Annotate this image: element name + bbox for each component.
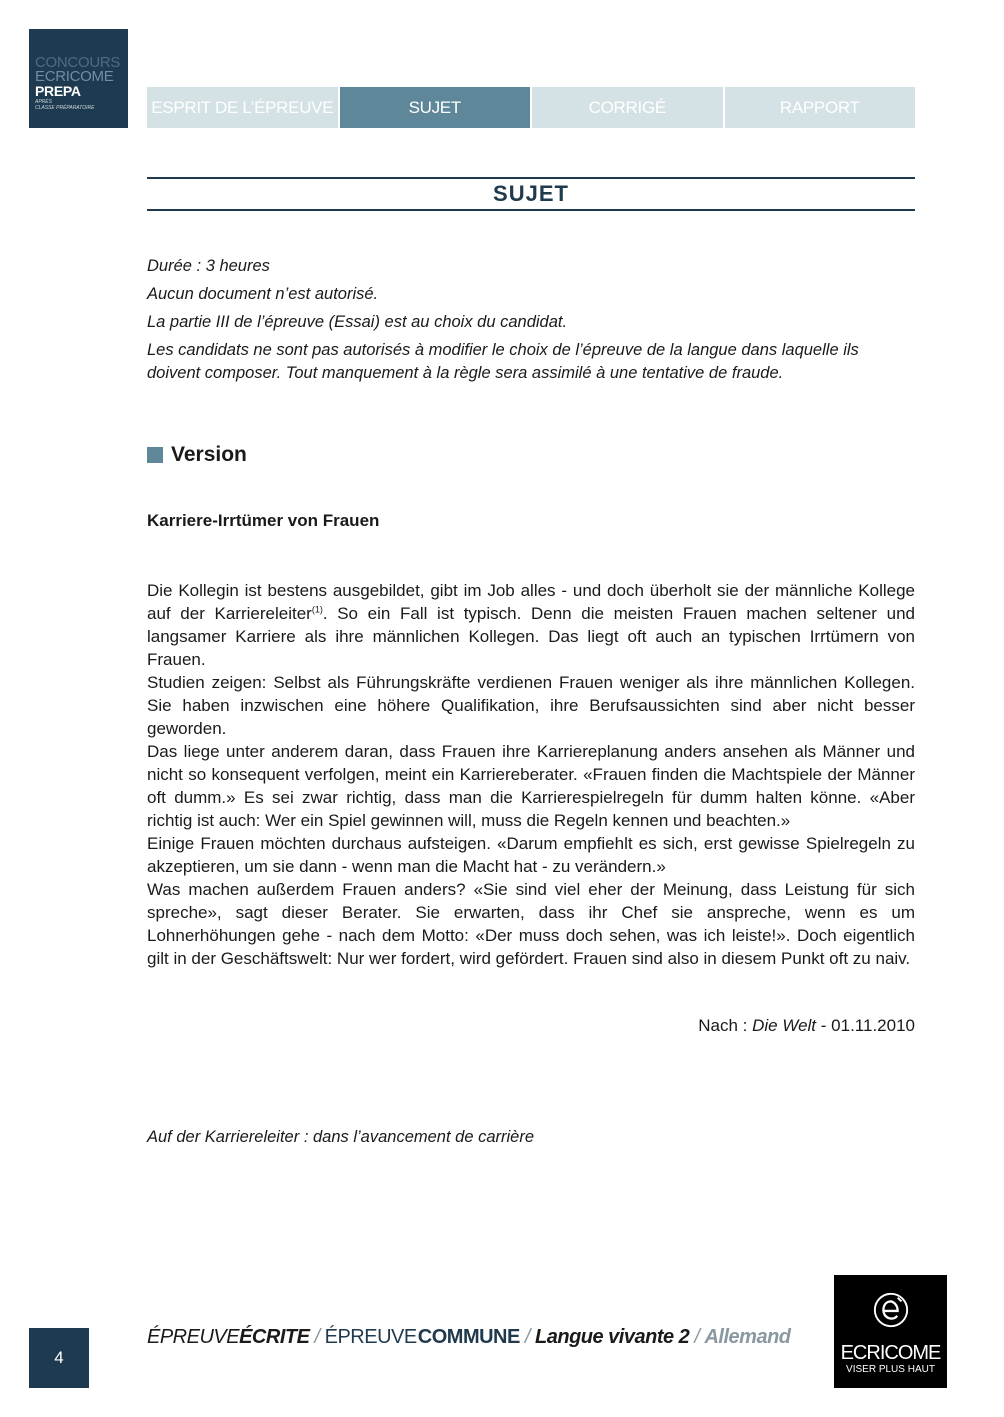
instruction-language-rule: Les candidats ne sont pas autorisés à modifier le choix de l’épreuve de la langue dans laquelle ils doivent composer. Tout manquement à la règle sera assimilé à une tentative de fraude. bbox=[147, 341, 859, 382]
footnote: Auf der Karriereleiter : dans l’avancement de carrière bbox=[147, 1128, 535, 1146]
instruction-documents: Aucun document n’est autorisé. bbox=[147, 285, 379, 303]
source-name: Die Welt bbox=[752, 1016, 817, 1035]
paragraph-text: . So ein Fall ist typisch. Denn die meisten Frauen machen seltener und langsamer Karriere als ihre männlichen Kollegen. Das liegt oft auch an typischen Irrtümern von Frauen. bbox=[147, 604, 915, 669]
square-bullet-icon bbox=[147, 447, 163, 463]
page-title: SUJET bbox=[147, 177, 915, 211]
article-source bbox=[147, 1014, 915, 1037]
article-paragraph: Studien zeigen: Selbst als Führungskräfte verdienen Frauen weniger als ihre männlichen Kollegen. Sie haben inzwischen eine höhere Qualifikation, ihre Berufsaussichten sind aber nicht besser geworden. bbox=[147, 673, 915, 738]
source-prefix: Nach : bbox=[698, 1016, 748, 1035]
footer-langue: Langue vivante 2 bbox=[535, 1326, 690, 1348]
ecricome-emblem-icon bbox=[872, 1291, 910, 1329]
logo-line-prepa: PREPA bbox=[35, 83, 81, 99]
tab-sujet[interactable]: SUJET bbox=[340, 87, 531, 128]
article-paragraph: Das liege unter anderem daran, dass Frauen ihre Karriereplanung anders ansehen als Männer und nicht so konsequent verfolgen, meint ein Karriereberater. «Frauen finden die Machtspiele der Männer oft dumm.» Es sei zwar richtig, dass man die Karrierespielregeln für dumm halten könne. «Aber richtig ist auch: Wer ein Spiel gewinnen will, muss die Regeln kennen und beachten.» bbox=[147, 742, 915, 830]
footnote-marker: (1) bbox=[311, 604, 323, 615]
source-date: - 01.11.2010 bbox=[820, 1016, 915, 1035]
footer-epreuve: ÉPREUVE bbox=[147, 1326, 240, 1348]
section-tabs bbox=[147, 87, 915, 128]
logo-line-concours: CONCOURS bbox=[35, 54, 121, 71]
footer-exam-label bbox=[147, 1326, 791, 1349]
logo-line-classe: CLASSE PRÉPARATOIRE bbox=[35, 105, 95, 111]
footer-allemand: Allemand bbox=[704, 1326, 791, 1348]
footer-epreuve-2: ÉPREUVE bbox=[324, 1326, 417, 1348]
footer-ecrite: ÉCRITE bbox=[239, 1326, 310, 1348]
exam-instructions bbox=[147, 255, 915, 390]
paragraph-text: Die Kollegin ist bestens ausgebildet, gibt im Job alles - und doch überholt sie der männliche Kollege auf der Karriereleiter bbox=[147, 581, 915, 623]
logo-line-apres: APRÈS bbox=[35, 99, 52, 105]
footer-separator: / bbox=[694, 1326, 700, 1348]
brand-tagline: VISER PLUS HAUT bbox=[846, 1364, 935, 1375]
brand-name: ECRICOME bbox=[840, 1342, 941, 1364]
tab-corrige[interactable]: CORRIGÉ bbox=[532, 87, 723, 128]
section-title: Version bbox=[171, 443, 247, 466]
tab-esprit-epreuve[interactable]: ESPRIT DE L’ÉPREUVE bbox=[147, 87, 338, 128]
article-paragraph: Was machen außerdem Frauen anders? «Sie sind viel eher der Meinung, dass Leistung für sich spreche», sagt dieser Berater. Sie erwarten, dass ihr Chef sie anspreche, wenn es um Lohnerhöhungen gehe - nach dem Motto: «Der muss doch sehen, was ich leiste!». Doch eigentlich gilt in der Geschäftswelt: Nur wer fordert, wird gefördert. Frauen sind also in diesem Punkt oft zu naiv. bbox=[147, 880, 915, 968]
ecricome-brand-logo bbox=[834, 1275, 947, 1388]
footer-separator: / bbox=[314, 1326, 320, 1348]
article-body bbox=[147, 579, 915, 970]
article-title: Karriere-Irrtümer von Frauen bbox=[147, 511, 380, 530]
ecricome-prepa-logo bbox=[29, 29, 128, 128]
tab-rapport[interactable]: RAPPORT bbox=[725, 87, 916, 128]
logo-line-ecricome: ECRICOME bbox=[35, 68, 114, 85]
footer-separator: / bbox=[524, 1326, 530, 1348]
instruction-duration: Durée : 3 heures bbox=[147, 257, 270, 275]
article-paragraph bbox=[147, 579, 915, 671]
article-paragraph: Einige Frauen möchten durchaus aufsteigen. «Darum empfiehlt es sich, erst gewisse Spielregeln zu akzeptieren, um sie dann - wenn man die Macht hat - zu verändern.» bbox=[147, 834, 915, 876]
page-number: 4 bbox=[29, 1328, 89, 1388]
instruction-essay-choice: La partie III de l’épreuve (Essai) est au choix du candidat. bbox=[147, 313, 568, 331]
footer-commune: COMMUNE bbox=[417, 1326, 520, 1348]
section-heading-version bbox=[147, 443, 247, 467]
